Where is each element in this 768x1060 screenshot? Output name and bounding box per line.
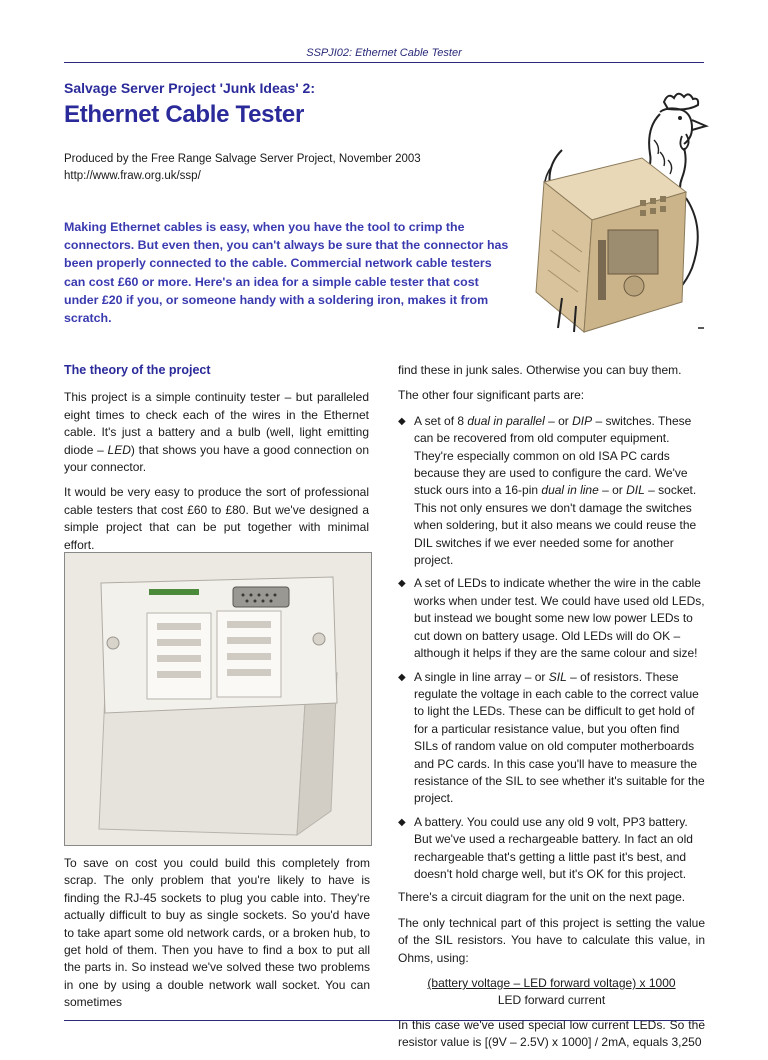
- produced-by: Produced by the Free Range Salvage Server Project, November 2003: [64, 153, 421, 165]
- term: DIP: [572, 413, 593, 428]
- text: – or: [544, 413, 573, 428]
- term: dual in parallel: [467, 413, 545, 428]
- term: SIL: [548, 669, 567, 684]
- formula-numerator: (battery voltage – LED forward voltage) x 1000: [427, 976, 676, 990]
- theory-paragraph-3: To save on cost you could build this completely from scrap. The only problem that you're likely to have is finding the RJ-45 sockets to plug you cable into. They're actually difficult to buy as single sockets. So you'd have to take apart some old network cards, or a broken hub, to get hold of them. Then you have to find a box to put all the parts in. So instead we've solved these two problems in one by using a double network wall socket. You can sometimes: [64, 856, 370, 1010]
- credits: [64, 151, 421, 185]
- cable-tester-photo: [64, 552, 372, 846]
- list-item: [398, 669, 705, 808]
- rooster-pc-illustration: [522, 80, 710, 340]
- diamond-bullet-icon: ◆: [398, 816, 406, 828]
- resistor-formula: [398, 975, 705, 1009]
- final-paragraph: In this case we've used special low current LEDs. So the resistor value is [(9V – 2.5V) x 1000] / 2mA, equals 3,250: [398, 1018, 705, 1050]
- header-rule: [64, 62, 704, 63]
- term: DIL: [626, 483, 645, 498]
- running-header: SSPJI02: Ethernet Cable Tester: [306, 47, 462, 59]
- diamond-bullet-icon: ◆: [398, 415, 406, 427]
- text: – or: [598, 483, 627, 498]
- text: A single in line array – or: [414, 669, 549, 684]
- theory-paragraph-2: It would be very easy to produce the sort of professional cable testers that cost £60 to £80. But we've designed a simple project that can be put together with minimal effort.: [64, 485, 369, 552]
- text: This project is a simple continuity tester – but paralleled eight times to check each of the wires in the Ethernet cable. It's just a battery and a bulb (well, light emitting diode –: [64, 390, 369, 457]
- term: dual in line: [541, 483, 599, 498]
- diamond-bullet-icon: ◆: [398, 578, 406, 590]
- intro-paragraph: Making Ethernet cables is easy, when you have the tool to crimp the connectors. But even then, you can't always be sure that the connector has been properly connected to the cable. Commercial network cable testers can cost £60 or more. Here's an idea for a simple cable tester that cost under £20 if you, or someone handy with a soldering iron, makes it from scratch.: [64, 220, 509, 326]
- text: A battery. You could use any old 9 volt, PP3 battery. But we've used a rechargeable battery. In fact an old rechargeable that's getting a little past it's best, and doesn't hold charge well, but it's OK for this project.: [414, 814, 693, 881]
- left-column: [64, 362, 369, 562]
- diamond-bullet-icon: ◆: [398, 671, 406, 683]
- right-column: [398, 362, 705, 1060]
- text: A set of 8: [414, 413, 468, 428]
- text: – of resistors. These regulate the voltage in each cable to the correct value to light the LEDs. These can be difficult to get hold of for a particular resistance value, but you often find SILs of random value on old computer motherboards and PC cards. In this case you'll have to measure the resistance of the SIL to see whether it's suitable for the project.: [414, 669, 705, 806]
- wall-socket-box-image: [65, 553, 371, 845]
- technical-paragraph: The only technical part of this project is setting the value of the SIL resistors. You have to calculate this value, in Ohms, using:: [398, 915, 705, 965]
- text: – socket. This not only ensures we don't damage the switches when soldering, but it also means we could reuse the DIL switches if we ever needed some for another project.: [414, 483, 697, 568]
- project-url[interactable]: http://www.fraw.org.uk/ssp/: [64, 170, 201, 182]
- document-title: Ethernet Cable Tester: [64, 101, 304, 128]
- parts-list: [398, 413, 705, 884]
- circuit-paragraph: There's a circuit diagram for the unit on the next page.: [398, 890, 686, 905]
- footer-rule: [64, 1020, 704, 1021]
- continuation-paragraph: find these in junk sales. Otherwise you can buy them.: [398, 363, 682, 377]
- section-heading-theory: The theory of the project: [64, 363, 211, 377]
- text: – switches. These can be recovered from old computer equipment. They're especially common on old ISA PC cards because they are used to configure the card. We've stuck ours into a 16-pin: [414, 413, 692, 498]
- list-item: [398, 814, 705, 884]
- led-term: LED: [107, 442, 131, 457]
- list-item: [398, 413, 705, 570]
- text: A set of LEDs to indicate whether the wire in the cable works when under test. We could have used old LEDs, but instead we bought some new low power LEDs to cut down on battery usage. Old LEDs will do OK – although it helps if they are the same colour and size!: [414, 576, 705, 661]
- text: ) that shows you have a good connection on your connector.: [64, 442, 370, 475]
- document-subtitle: Salvage Server Project 'Junk Ideas' 2:: [64, 80, 316, 96]
- formula-denominator: LED forward current: [497, 993, 606, 1007]
- parts-intro: The other four significant parts are:: [398, 388, 585, 403]
- theory-paragraph-1: [64, 389, 369, 476]
- list-item: [398, 575, 705, 662]
